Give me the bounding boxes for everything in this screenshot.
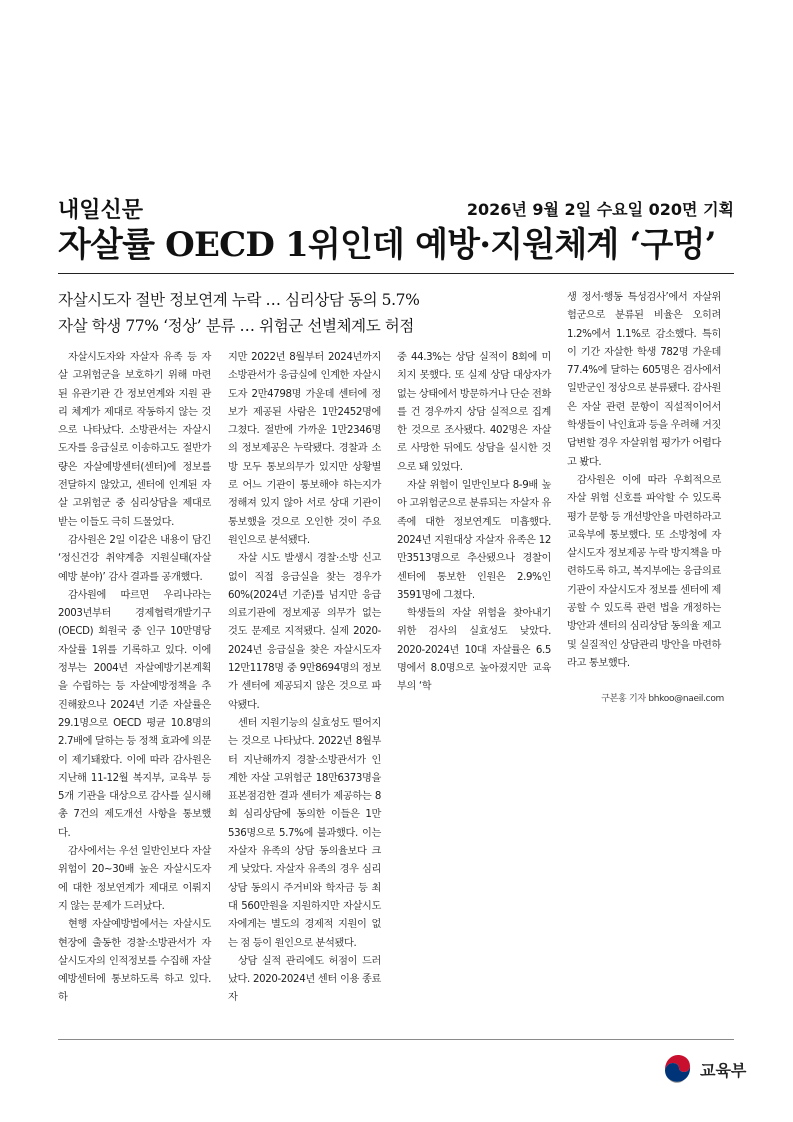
paragraph: 자살시도자와 자살자 유족 등 자살 고위험군을 보호하기 위해 마련된 유관기관 간 정보연계와 지원 관리 체계가 제대로 작동하지 않는 것으로 나타났다. 소방관서는 자살시도자를 응급실로 이송하고도 절반가량은 자살예방센터(센터)에 정보를 전달하지 않았고, 센터에 인계된 자살 고위험군 중 심리상담을 제대로 받는 이들도 극히 드물었다.	[58, 352, 211, 528]
paragraph: 지만 2022년 8월부터 2024년까지 소방관서가 응급실에 인계한 자살시도자 2만4798명 가운데 센터에 정보가 제공된 사람은 1만2452명에 그쳤다. 절반에 가까운 1만2346명의 정보제공은 누락됐다. 경찰과 소방 모두 통보의무가 있지만 상황별로 어느 기관이 통보해야 하는지가 정해져 있지 않아 서로 상대 기관이 통보했을 것으로 오인한 것이 주요 원인으로 분석됐다.	[228, 352, 381, 546]
taegeuk-emblem-icon	[660, 1051, 694, 1085]
paragraph: 상담 실적 관리에도 허점이 드러났다. 2020-2024년 센터 이용 종료자	[228, 955, 381, 1004]
byline: 구본홍 기자 bhkoo@naeil.com	[601, 694, 724, 704]
headline: 자살률 OECD 1위인데 예방·지원체계 ‘구멍’	[58, 225, 716, 265]
paragraph: 학생들의 자살 위험을 찾아내기 위한 검사의 실효성도 낮았다. 2020-2024년 10대 자살률은 6.5명에서 8.0명으로 높아졌지만 교육부의 ‘학	[397, 608, 551, 693]
paragraph: 자살 시도 발생시 경찰·소방 신고 없이 직접 응급실을 찾는 경우가 60%(2024년 기준)를 넘지만 응급의료기관에 정보제공 의무가 없는 것도 문제로 지적됐다. 실제 2020-2024년 응급실을 찾은 자살시도자 12만1178명 중 9만8694명의 정보가 센터에 제공되지 않은 것으로 파악됐다.	[228, 553, 381, 711]
article-column-2	[228, 349, 381, 1008]
paragraph: 감사원은 이에 따라 우회적으로 자살 위험 신호를 파악할 수 있도록 평가 문항 등 개선방안을 마련하라고 교육부에 통보했다. 또 소방청에 자살시도자 정보제공 누락 방지책을 마련하도록 하고, 복지부에는 응급의료기관이 자살시도자 정보를 센터에 제공할 수 있도록 관련 법을 개정하는 방안과 센터의 심리상담 동의율 제고 및 실질적인 상담관리 방안을 마련하라고 통보했다.	[567, 474, 721, 669]
issue-info: 2026년 9월 2일 수요일 020면 기획	[466, 200, 734, 219]
paragraph: 감사원에 따르면 우리나라는 2003년부터 경제협력개발기구(OECD) 회원국 중 인구 10만명당 자살률 1위를 기록하고 있다. 이에 정부는 2004년 자살예방기본계획을 수립하는 등 자살예방정책을 추진해왔으나 2024년 기준 자살률은 29.1명으로 OECD 평균 10.8명의 2.7배에 달하는 등 정책 효과에 의문이 제기돼왔다. 이에 따라 감사원은 지난해 11-12월 복지부, 교육부 등 5개 기관을 대상으로 감사를 실시해 총 7건의 제도개선 사항을 통보했다.	[58, 589, 211, 839]
paragraph: 자살 위험이 일반인보다 8-9배 높아 고위험군으로 분류되는 자살자 유족에 대한 정보연계도 미흡했다. 2024년 지원대상 자살자 유족은 12만3513명으로 추산됐으나 경찰이 센터에 통보한 인원은 2.9%인 3591명에 그쳤다.	[397, 480, 551, 601]
paper-name: 내일신문	[58, 198, 144, 223]
article-column-4	[567, 289, 721, 673]
footer-rule	[58, 1039, 734, 1040]
subhead: 자살 학생 77% ‘정상’ 분류 … 위험군 선별체계도 허점	[58, 317, 414, 335]
article-column-1	[58, 349, 211, 1008]
headline-rule	[58, 273, 734, 274]
subhead: 자살시도자 절반 정보연계 누락 … 심리상담 동의 5.7%	[58, 291, 420, 309]
paragraph: 센터 지원기능의 실효성도 떨어지는 것으로 나타났다. 2022년 8월부터 지난해까지 경찰·소방관서가 인계한 자살 고위험군 18만6373명을 표본점검한 결과 센터가 제공하는 8회 심리상담에 동의한 이들은 1만536명으로 5.7%에 불과했다. 이는 자살자 유족의 상담 동의율보다 크게 낮았다. 자살자 유족의 경우 심리상담 동의시 주거비와 학자금 등 최대 560만원을 지원하지만 자살시도자에게는 별도의 경제적 지원이 없는 점 등이 원인으로 분석됐다.	[228, 717, 381, 949]
paragraph: 현행 자살예방법에서는 자살시도 현장에 출동한 경찰·소방관서가 자살시도자의 인적정보를 수집해 자살예방센터에 통보하도록 하고 있다. 하	[58, 919, 211, 1004]
ministry-logo	[660, 1051, 760, 1087]
paragraph: 감사원은 2일 이같은 내용이 담긴 ‘정신건강 취약계층 지원실태(자살예방 분야)’ 감사 결과를 공개했다.	[58, 534, 211, 583]
paragraph: 감사에서는 우선 일반인보다 자살위험이 20~30배 높은 자살시도자에 대한 정보연계가 제대로 이뤄지지 않는 문제가 드러났다.	[58, 846, 211, 912]
ministry-name: 교육부	[700, 1061, 747, 1080]
paragraph: 생 정서·행동 특성검사’에서 자살위험군으로 분류된 비율은 오히려 1.2%에서 1.1%로 감소했다. 특히 이 기간 자살한 학생 782명 가운데 77.4%에 달하는 605명은 검사에서 일반군인 정상으로 분류됐다. 감사원은 자살 관련 문항이 직설적이어서 학생들이 낙인효과 등을 우려해 거짓 답변할 경우 자살위험 평가가 어렵다고 봤다.	[567, 292, 721, 468]
masthead	[58, 193, 734, 225]
paragraph: 중 44.3%는 상담 실적이 8회에 미치지 못했다. 또 실제 상담 대상자가 없는 상태에서 방문하거나 단순 전화를 건 경우까지 상담 실적으로 집계한 것으로 조사됐다. 402명은 자살로 사망한 뒤에도 상담을 실시한 것으로 돼 있었다.	[397, 352, 551, 473]
article-column-3	[397, 349, 551, 697]
subheads	[58, 287, 548, 339]
